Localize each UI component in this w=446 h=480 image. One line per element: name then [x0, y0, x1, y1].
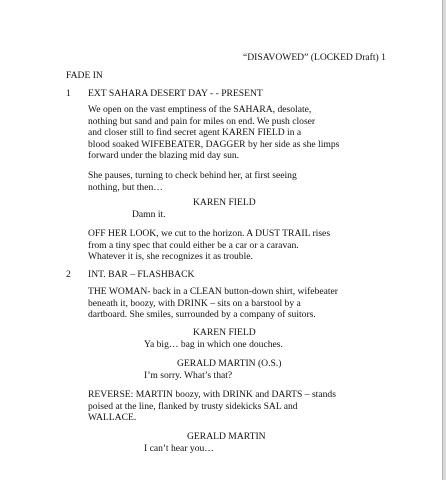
action-line: We open on the vast emptiness of the SAHARA, desolate,: [88, 104, 312, 115]
character-name: KAREN FIELD: [193, 197, 256, 208]
dialogue-line: Damn it.: [132, 208, 166, 220]
action-line: She pauses, turning to check behind her, at first seeing: [88, 170, 297, 181]
dialogue-line: I can’t hear you…: [144, 442, 214, 454]
character-name: GERALD MARTIN (O.S.): [177, 358, 282, 369]
action-line: from a tiny spec that could either be a car or a caravan.: [88, 239, 299, 251]
action-line: nothing but sand and pain for miles on end. We push closer: [88, 115, 316, 127]
action-line: poised at the line, flanked by trusty sidekicks SAL and: [88, 400, 298, 412]
action-line: dartboard. She smiles, surrounded by a company of suitors.: [88, 309, 316, 321]
action-line: forward under the blazing mid day sun.: [88, 150, 240, 162]
action-line: REVERSE: MARTIN boozy, with DRINK and DARTS – stands: [88, 389, 336, 400]
action-line: WALLACE.: [88, 412, 137, 424]
transition-fade-in: FADE IN: [66, 70, 103, 81]
scene-heading: INT. BAR – FLASHBACK: [88, 269, 195, 280]
scene-number: 1: [66, 88, 71, 99]
action-line: nothing, but then…: [88, 181, 163, 193]
action-line: OFF HER LOOK, we cut to the horizon. A DUST TRAIL rises: [88, 228, 331, 239]
character-name: KAREN FIELD: [193, 327, 256, 338]
action-line: Whatever it is, she recognizes it as trouble.: [88, 251, 253, 263]
character-name: GERALD MARTIN: [187, 431, 266, 442]
action-line: beneath it, boozy, with DRINK – sits on a barstool by a: [88, 297, 301, 309]
scene-number: 2: [66, 269, 71, 280]
action-line: blood soaked WIFEBEATER, DAGGER by her side as she limps: [88, 138, 340, 150]
action-line: THE WOMAN- back in a CLEAN button-down shirt, wifebeater: [88, 286, 338, 297]
dialogue-line: I’m sorry. What’s that?: [144, 369, 233, 381]
page-header: “DISAVOWED” (LOCKED Draft) 1: [243, 52, 386, 63]
action-line: and closer still to find secret agent KAREN FIELD in a: [88, 127, 302, 139]
dialogue-line: Ya big… bag in which one douches.: [144, 338, 283, 350]
scene-heading: EXT SAHARA DESERT DAY - - PRESENT: [88, 88, 263, 99]
